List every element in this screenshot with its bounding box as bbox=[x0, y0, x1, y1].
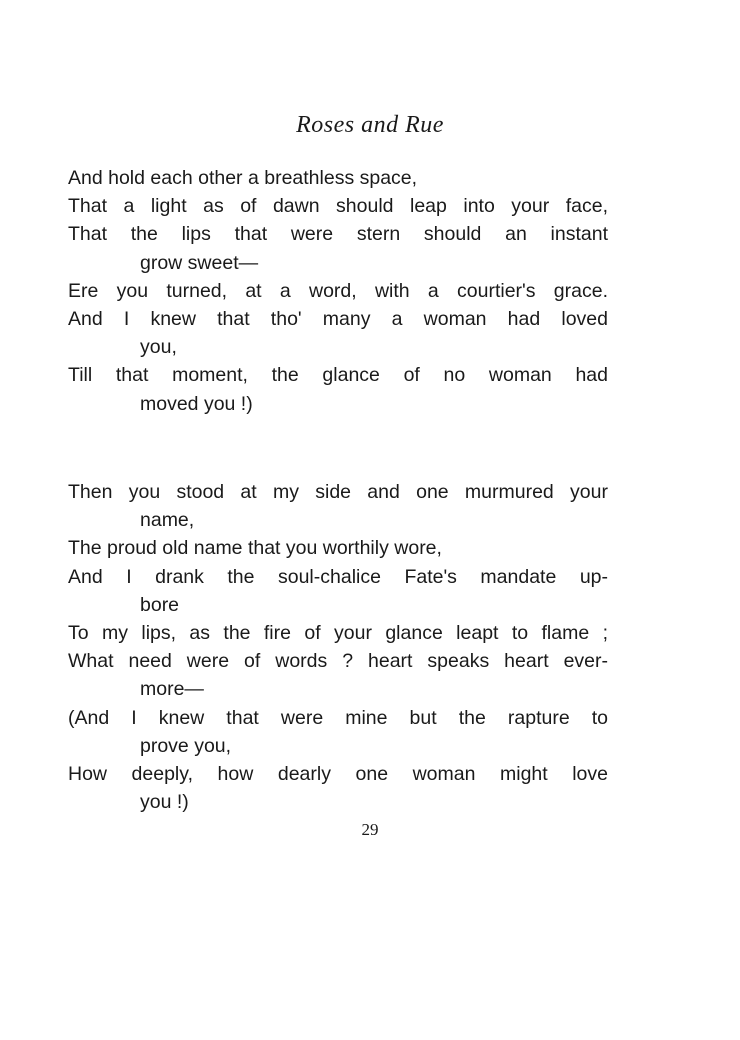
poem-line-continuation: you, bbox=[140, 336, 177, 359]
poem-line: What need were of words ? heart speaks heart ever- bbox=[68, 650, 608, 673]
poem-line: To my lips, as the fire of your glance leapt to flame ; bbox=[68, 621, 608, 644]
poem-line-continuation: name, bbox=[140, 509, 195, 532]
poem-line: How deeply, how dearly one woman might love bbox=[68, 762, 608, 785]
poem-line-continuation: you !) bbox=[140, 791, 189, 814]
poem-line: And I knew that tho' many a woman had loved bbox=[68, 307, 608, 330]
poem-line: Till that moment, the glance of no woman had bbox=[68, 364, 608, 387]
poem-line-continuation: moved you !) bbox=[140, 392, 253, 415]
poem-line: That the lips that were stern should an instant bbox=[68, 223, 608, 246]
poem-line: And I drank the soul-chalice Fate's mandate up- bbox=[68, 565, 608, 588]
stanza-2 bbox=[68, 478, 608, 816]
poem-line-continuation: bore bbox=[140, 593, 180, 616]
poem-line: Ere you turned, at a word, with a courtier's grace. bbox=[68, 279, 608, 302]
poem-line-continuation: prove you, bbox=[140, 734, 232, 757]
page-number: 29 bbox=[361, 820, 379, 839]
poem-line-continuation: grow sweet— bbox=[140, 251, 259, 274]
poem-line: And hold each other a breathless space, bbox=[68, 167, 418, 189]
poem-line: The proud old name that you worthily wore, bbox=[68, 537, 442, 560]
poem-line: That a light as of dawn should leap into your face, bbox=[68, 195, 608, 218]
poem-line-continuation: more— bbox=[140, 678, 204, 701]
stanza-1 bbox=[68, 164, 608, 418]
poem-line: Then you stood at my side and one murmured your bbox=[68, 481, 608, 503]
poem-line: (And I knew that were mine but the rapture to bbox=[68, 706, 608, 729]
running-title: Roses and Rue bbox=[296, 112, 444, 138]
